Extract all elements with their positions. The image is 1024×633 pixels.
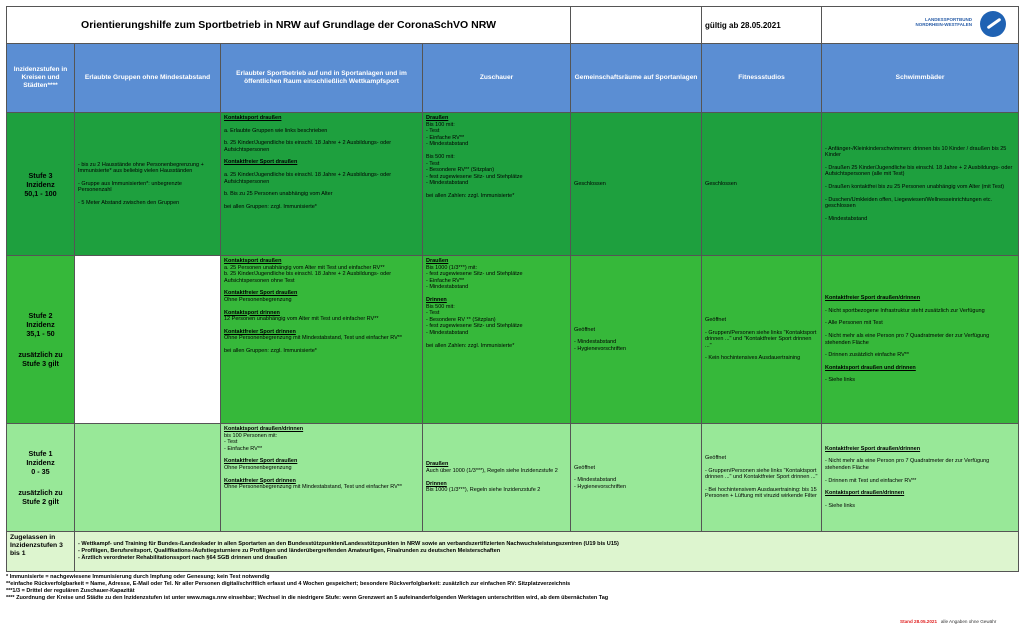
stufe-2-label: Stufe 2 Inzidenz 35,1 - 50 zusätzlich zu Stufe 3 gilt [7, 256, 75, 424]
overview-sheet [6, 6, 1018, 602]
stufe-3-row [7, 113, 1019, 256]
header-row [7, 7, 1019, 44]
col-header-fitnessstudios: Fitnessstudios [702, 44, 822, 113]
stufe-1-row [7, 424, 1019, 532]
logo-mark-icon [980, 11, 1006, 37]
stufe-2-fitness: Geöffnet - Gruppen/Personen siehe links "Kontaktsport drinnen ..." und "Kontaktfreier Sport drinnen ..." - Kein hochintensives Ausdauertraining [702, 256, 822, 424]
header-empty-cell [571, 7, 702, 44]
page-title: Orientierungshilfe zum Sportbetrieb in NRW auf Grundlage der CoronaSchVO NRW [7, 7, 571, 44]
zugelassen-label: Zugelassen in Inzidenzstufen 3 bis 1 [7, 532, 75, 572]
footnote-drittel: ***1/3 = Drittel der regulären Zuschauer-Kapazität [6, 588, 135, 594]
stufe-3-zuschauer: Draußen Bis 100 mit: - Test - Einfache RV** - Mindestabstand Bis 500 mit: - Test - Besondere RV** (Sitzplan) - fest zugewiesene Sitz- und Stehplätze - Mindestabstand bei allen Zahlen: zzgl. Immunisierte* [423, 113, 571, 256]
footnotes [6, 574, 1018, 602]
col-header-schwimmbaeder: Schwimmbäder [822, 44, 1019, 113]
stand-date: Stand 28.05.2021 alle Angaben ohne Gewähr [900, 619, 997, 624]
footnote-immunisierte: * Immunisierte = nachgewiesene Immunisierung durch Impfung oder Genesung; kein Test notwendig [6, 574, 270, 580]
col-header-gemeinschaftsraeume: Gemeinschaftsräume auf Sportanlagen [571, 44, 702, 113]
stufe-2-zuschauer: Draußen Bis 1000 (1/3***) mit: - fest zugewiesene Sitz- und Stehplätze - Einfache RV** - Mindestabstand Drinnen Bis 500 mit: - Test - Besondere RV ** (Sitzplan) - fest zugewiesene Sitz- und Stehplätze - Mindestabstand bei allen Zahlen: zzgl. Immunisierte* [423, 256, 571, 424]
stufe-2-sport: Kontaktsport draußen a. 25 Personen unabhängig vom Alter mit Test und einfacher RV** b. 25 Kinder/Jugendliche bis einschl. 18 Jahre + 2 Ausbildungs- oder Aufsichtspersonen ohne Test Kontaktfreier Sport draußen Ohne Personenbegrenzung Kontaktsport drinnen 12 Personen unabhängig vom Alter mit Test und einfacher RV** Kontaktfreier Sport drinnen Ohne Personenbegrenzung mit Mindestabstand, Test und einfacher RV** bei allen Gruppen: zzgl. Immunisierte* [221, 256, 423, 424]
stufe-3-label: Stufe 3 Inzidenz 50,1 - 100 [7, 113, 75, 256]
stufe-1-gemeinschaft: Geöffnet - Mindestabstand - Hygienevorschriften [571, 424, 702, 532]
zugelassen-list: - Wettkampf- und Training für Bundes-/Landeskader in allen Sportarten an den Bundesstützpunkten/Landesstützpunkten in NRW sowie an verbandszertifizierten Nachwuchsleistungszentren (U19 bis U15) - Profiligen, Berufsreitsport, Qualifikations-/Aufstiegsturniere zu Profiligen und länderübergreifenden Amateurligen, Finalrunden zu deutschen Meisterschaften - Ärztlich verordneter Rehabilitationssport nach §64 SGB drinnen und draußen [75, 532, 1019, 572]
footnote-rueckverfolgbarkeit: **einfache Rückverfolgbarkeit = Name, Adresse, E-Mail oder Tel. Nr aller Personen digital/schriftlich erfasst und 4 Wochen gespeichert; besondere Rückverfolgbarkeit: zusätzlich zur einfachen RV: Sitzplatzverzeichnis [6, 581, 571, 587]
stufe-3-sport: Kontaktsport draußen a. Erlaubte Gruppen wie links beschrieben b. 25 Kinder/Jugendliche bis einschl. 18 Jahre + 2 Ausbildungs- oder Aufsichtspersonen Kontaktfreier Sport draußen a. 25 Kinder/Jugendliche bis einschl. 18 Jahre + 2 Ausbildungs- oder Aufsichtspersonen b. Bis zu 25 Personen unabhängig vom Alter bei allen Gruppen: zzgl. Immunisierte* [221, 113, 423, 256]
stufe-3-groups: - bis zu 2 Hausstände ohne Personenbegrenzung + Immunisierte* aus beliebig vielen Hausständen - Gruppe aus Immunisierten*: unbegrenzte Personenzahl - 5 Meter Abstand zwischen den Gruppen [75, 113, 221, 256]
col-header-inzidenz: Inzidenzstufen in Kreisen und Städten**** [7, 44, 75, 113]
col-header-sportbetrieb: Erlaubter Sportbetrieb auf und in Sportanlagen und im öffentlichen Raum einschließlich Wettkampfsport [221, 44, 423, 113]
column-header-row [7, 44, 1019, 113]
logo-text: LANDESSPORTBUND NORDRHEIN-WESTFALEN [915, 17, 973, 27]
stufe-3-schwimm: - Anfänger-/Kleinkinderschwimmen: drinnen bis 10 Kinder / draußen bis 25 Kinder - Draußen 25 Kinder/Jugendliche bis einschl. 18 Jahre + 2 Ausbildungs- oder Aufsichtspersonen (alle mit Test) - Draußen kontaktfrei bis zu 25 Personen unabhängig vom Alter (mit Test) - Duschen/Umkleiden offen, Liegewiesen/Wellnesseinrichtungen etc. geschlossen - Mindestabstand [822, 113, 1019, 256]
stufe-1-sport: Kontaktsport draußen/drinnen bis 100 Personen mit: - Test - Einfache RV** Kontaktfreier Sport draußen Ohne Personenbegrenzung Kontaktfreier Sport drinnen Ohne Personenbegrenzung mit Mindestabstand, Test und einfacher RV** [221, 424, 423, 532]
stufe-2-gemeinschaft: Geöffnet - Mindestabstand - Hygienevorschriften [571, 256, 702, 424]
stufe-1-zuschauer: Draußen Auch über 1000 (1/3***), Regeln siehe Inzidenzstufe 2 Drinnen Bis 1000 (1/3***), Regeln siehe Inzidenzstufe 2 [423, 424, 571, 532]
col-header-gruppen: Erlaubte Gruppen ohne Mindestabstand [75, 44, 221, 113]
stufe-2-groups-empty [75, 256, 221, 424]
stufe-1-label: Stufe 1 Inzidenz 0 - 35 zusätzlich zu Stufe 2 gilt [7, 424, 75, 532]
valid-from-date: gültig ab 28.05.2021 [702, 7, 822, 44]
col-header-zuschauer: Zuschauer [423, 44, 571, 113]
stufe-1-schwimm: Kontaktfreier Sport draußen/drinnen - Nicht mehr als eine Person pro 7 Quadratmeter der zur Verfügung stehenden Fläche - Drinnen mit Test und einfacher RV** Kontaktsport draußen/drinnen - Siehe links [822, 424, 1019, 532]
stufe-1-groups-empty [75, 424, 221, 532]
logo [822, 7, 1019, 44]
stufe-1-fitness: Geöffnet - Gruppen/Personen siehe links "Kontaktsport drinnen ..." und Kontaktfreier Sport drinnen ..." - Bei hochintensivem Ausdauertraining: bis 15 Personen + Lüftung mit viruzid wirkende Filter [702, 424, 822, 532]
stufe-2-row [7, 256, 1019, 424]
stufe-3-fitness: Geschlossen [702, 113, 822, 256]
stufe-3-gemeinschaft: Geschlossen [571, 113, 702, 256]
zugelassen-row [7, 532, 1019, 572]
sport-rules-table [6, 6, 1019, 572]
disclaimer: alle Angaben ohne Gewähr [940, 619, 997, 624]
stufe-2-schwimm: Kontaktfreier Sport draußen/drinnen - Nicht sportbezogene Infrastruktur steht zusätzlich zur Verfügung - Alle Personen mit Test - Nicht mehr als eine Person pro 7 Quadratmeter der zur Verfügung stehenden Fläche - Drinnen zusätzlich einfache RV** Kontaktsport draußen und drinnen - Siehe links [822, 256, 1019, 424]
footnote-zuordnung: **** Zuordnung der Kreise und Städte zu den Inzidenzstufen ist unter www.mags.nrw einsehbar; Wechsel in die niedrigere Stufe: wenn Grenzwert an 5 aufeinanderfolgenden Werktagen unterschritten wird, ab dem übernächsten Tag [6, 595, 609, 601]
